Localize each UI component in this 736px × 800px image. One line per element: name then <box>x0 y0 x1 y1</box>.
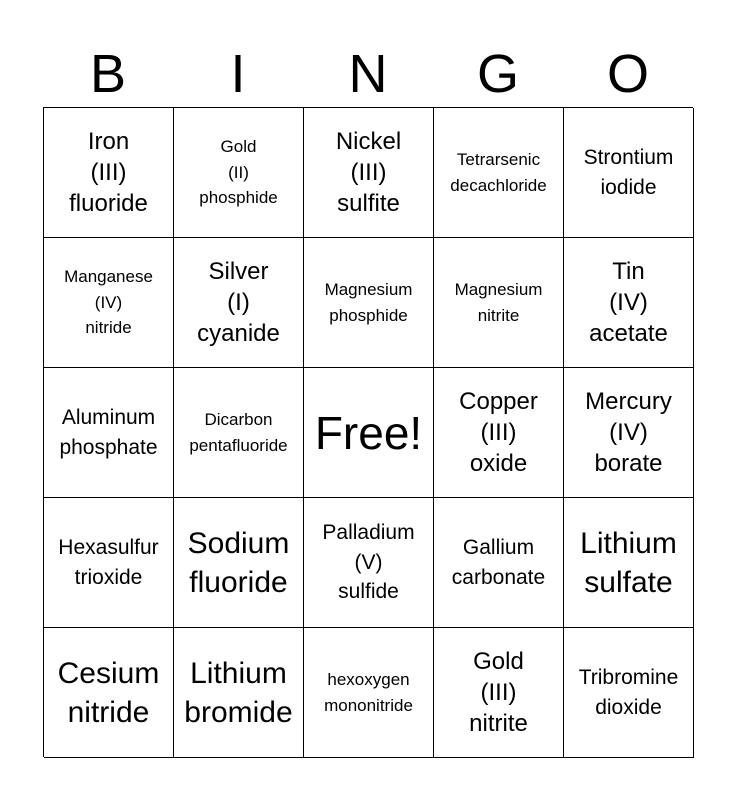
bingo-cell[interactable] <box>304 238 434 368</box>
bingo-cell-label: Nickel (III) sulfite <box>335 127 402 218</box>
header-letter-i: I <box>230 44 246 104</box>
bingo-cell-label: Aluminum phosphate <box>59 406 158 459</box>
bingo-cell[interactable] <box>564 498 694 628</box>
bingo-cell[interactable] <box>44 108 174 238</box>
bingo-cell-label: Cesium nitride <box>57 656 160 729</box>
bingo-cell[interactable] <box>174 498 304 628</box>
bingo-cell[interactable] <box>44 498 174 628</box>
bingo-cell-free[interactable] <box>304 368 434 498</box>
bingo-card <box>43 107 693 757</box>
header-letter-b: B <box>89 44 127 104</box>
bingo-cell-label: Tribromine dioxide <box>578 666 679 719</box>
bingo-cell-label: Gallium carbonate <box>451 536 546 589</box>
bingo-cell[interactable] <box>434 628 564 758</box>
bingo-cell-label: Free! <box>314 406 423 459</box>
bingo-cell[interactable] <box>44 628 174 758</box>
bingo-cell-label: Copper (III) oxide <box>459 387 538 478</box>
bingo-cell-label: Sodium fluoride <box>187 526 290 599</box>
bingo-cell-label: Gold (III) nitrite <box>469 647 528 738</box>
bingo-cell-label: Lithium sulfate <box>580 526 677 599</box>
bingo-cell[interactable] <box>174 108 304 238</box>
bingo-cell[interactable] <box>564 108 694 238</box>
bingo-cell-label: Manganese (IV) nitride <box>64 267 153 338</box>
bingo-cell[interactable] <box>564 368 694 498</box>
bingo-cell[interactable] <box>434 498 564 628</box>
bingo-cell-label: Palladium (V) sulfide <box>322 521 415 604</box>
bingo-cell[interactable] <box>564 238 694 368</box>
bingo-cell-label: Mercury (IV) borate <box>585 387 672 478</box>
bingo-cell[interactable] <box>434 108 564 238</box>
bingo-cell[interactable] <box>44 368 174 498</box>
bingo-cell[interactable] <box>44 238 174 368</box>
bingo-cell-label: Dicarbon pentafluoride <box>189 410 288 455</box>
bingo-cell-label: Iron (III) fluoride <box>69 127 148 218</box>
bingo-cell-label: Tetrarsenic decachloride <box>450 150 547 195</box>
bingo-cell[interactable] <box>174 238 304 368</box>
bingo-cell-label: Gold (II) phosphide <box>199 137 278 208</box>
bingo-cell-label: Magnesium nitrite <box>454 280 543 325</box>
bingo-cell[interactable] <box>564 628 694 758</box>
bingo-cell-label: hexoxygen mononitride <box>324 670 413 715</box>
bingo-cell[interactable] <box>304 628 434 758</box>
bingo-cell[interactable] <box>434 368 564 498</box>
bingo-cell-label: Silver (I) cyanide <box>197 257 280 348</box>
header-letter-g: G <box>476 44 519 104</box>
bingo-cell[interactable] <box>304 498 434 628</box>
bingo-cell[interactable] <box>304 108 434 238</box>
bingo-cell[interactable] <box>174 628 304 758</box>
bingo-cell-label: Magnesium phosphide <box>324 280 413 325</box>
header-letter-o: O <box>606 44 649 104</box>
bingo-cell-label: Tin (IV) acetate <box>589 257 668 348</box>
bingo-cell[interactable] <box>434 238 564 368</box>
bingo-header <box>43 44 693 104</box>
bingo-cell-label: Lithium bromide <box>184 656 293 729</box>
header-letter-n: N <box>348 44 388 104</box>
bingo-cell-label: Hexasulfur trioxide <box>58 536 159 589</box>
bingo-cell[interactable] <box>174 368 304 498</box>
bingo-cell-label: Strontium iodide <box>583 146 674 199</box>
